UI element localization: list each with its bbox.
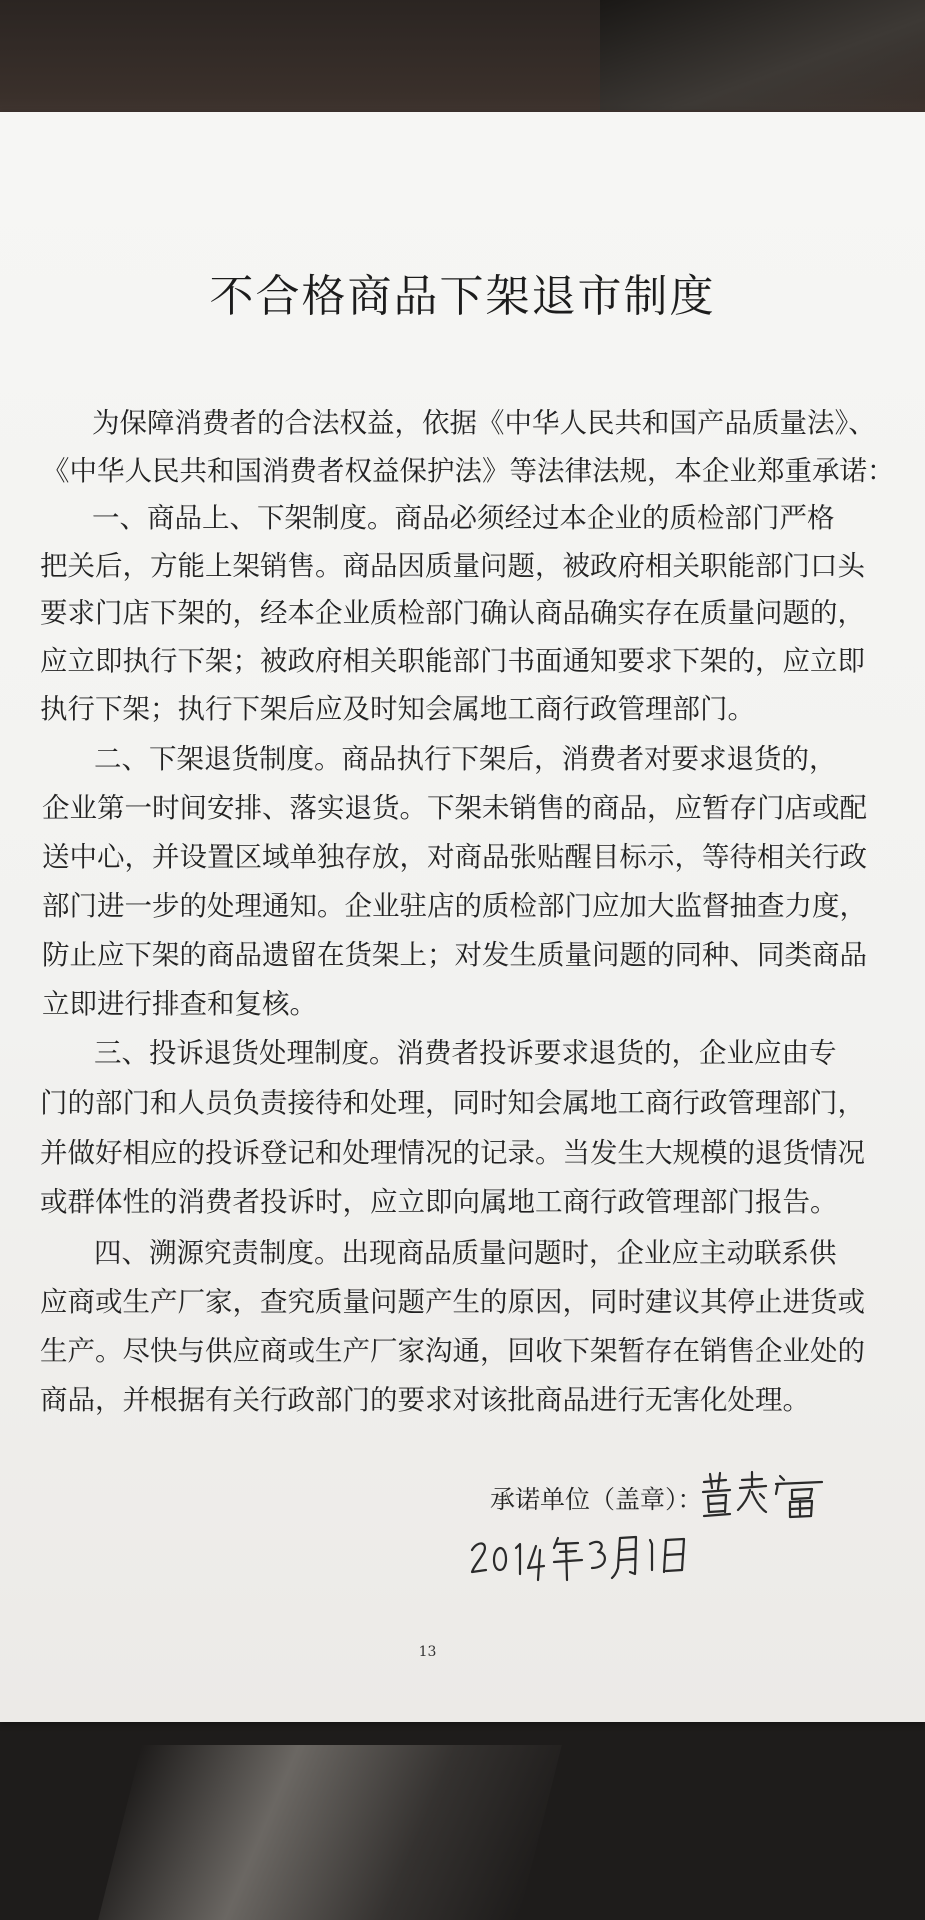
body-line: 商品，并根据有关行政部门的要求对该批商品进行无害化处理。: [40, 1384, 810, 1416]
body-line: 企业第一时间安排、落实退货。下架未销售的商品，应暂存门店或配: [42, 792, 867, 824]
background-glare: [600, 0, 925, 110]
body-line: 执行下架；执行下架后应及时知会属地工商行政管理部门。: [40, 693, 755, 725]
body-line: 要求门店下架的，经本企业质检部门确认商品确实存在质量问题的，: [40, 597, 865, 629]
body-line: 立即进行排查和复核。: [42, 988, 317, 1020]
body-line: 一、商品上、下架制度。商品必须经过本企业的质检部门严格: [92, 502, 835, 534]
body-line: 四、溯源究责制度。出现商品质量问题时，企业应主动联系供: [94, 1237, 837, 1269]
handwritten-signature: [700, 1468, 830, 1520]
body-line: 二、下架退货制度。商品执行下架后，消费者对要求退货的，: [94, 743, 837, 775]
body-line: 应商或生产厂家，查究质量问题产生的原因，同时建议其停止进货或: [40, 1286, 865, 1318]
body-line: 《中华人民共和国消费者权益保护法》等法律法规，本企业郑重承诺：: [42, 455, 895, 487]
body-line: 部门进一步的处理通知。企业驻店的质检部门应加大监督抽查力度，: [42, 890, 867, 922]
page-number: 13: [418, 1644, 437, 1660]
signer-label: 承诺单位（盖章）：: [490, 1485, 703, 1514]
body-line: 或群体性的消费者投诉时，应立即向属地工商行政管理部门报告。: [40, 1186, 838, 1218]
body-line: 并做好相应的投诉登记和处理情况的记录。当发生大规模的退货情况: [40, 1137, 865, 1169]
background-light-patch: [98, 1745, 562, 1920]
document-title: 不合格商品下架退市制度: [209, 271, 716, 322]
body-line: 把关后，方能上架销售。商品因质量问题，被政府相关职能部门口头: [40, 550, 865, 582]
handwritten-date: [470, 1528, 690, 1584]
body-line: 防止应下架的商品遗留在货架上；对发生质量问题的同种、同类商品: [42, 939, 867, 971]
body-line: 三、投诉退货处理制度。消费者投诉要求退货的，企业应由专: [94, 1037, 837, 1069]
body-line: 门的部门和人员负责接待和处理，同时知会属地工商行政管理部门，: [40, 1087, 865, 1119]
body-line: 生产。尽快与供应商或生产厂家沟通，回收下架暂存在销售企业处的: [40, 1335, 865, 1367]
body-line: 送中心，并设置区域单独存放，对商品张贴醒目标示，等待相关行政: [42, 841, 867, 873]
body-line: 为保障消费者的合法权益，依据《中华人民共和国产品质量法》、: [92, 407, 876, 439]
body-line: 应立即执行下架；被政府相关职能部门书面通知要求下架的，应立即: [40, 645, 865, 677]
